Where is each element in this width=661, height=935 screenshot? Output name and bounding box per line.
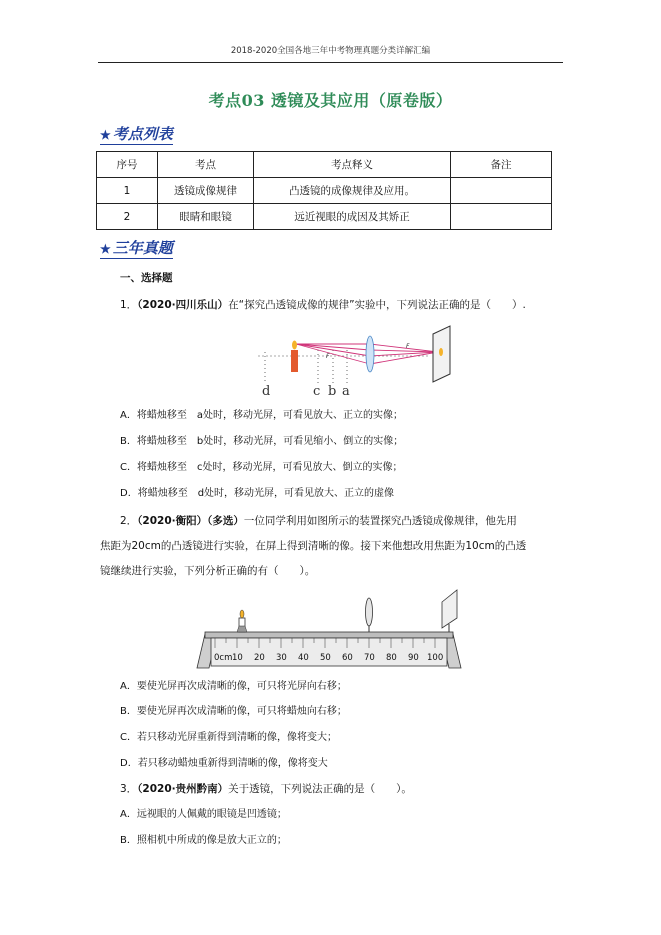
table-cell: 远近视眼的成因及其矫正 (254, 204, 451, 230)
question-2-line-2: 焦距为20cm的凸透镜进行实验，在屏上得到清晰的像。接下来他想改用焦距为10cm的凸透 (100, 540, 527, 552)
label-focus-right: F (406, 343, 410, 350)
label-focus-left: F (326, 353, 330, 360)
ruler-label: 40 (298, 653, 309, 663)
ruler-label: 30 (276, 653, 287, 663)
kaodian-table (96, 151, 552, 230)
question-text: 关于透镜，下列说法正确的是（ ）。 (228, 783, 412, 795)
ruler-label: 80 (386, 653, 397, 663)
question-1-option-a: A．将蜡烛移至 a处时，移动光屏，可看见放大、正立的实像； (120, 410, 403, 421)
optical-bench-figure (195, 588, 463, 670)
table-row (97, 204, 552, 230)
question-source: （2020·贵州黔南） (137, 783, 229, 795)
ruler-label: 20 (254, 653, 265, 663)
question-3-option-b: B．照相机中所成的像是放大正立的； (120, 835, 287, 846)
question-2-option-c: C．若只移动光屏重新得到清晰的像，像将变大； (120, 732, 337, 743)
part-heading: 一、选择题 (120, 272, 173, 284)
star-icon: ★ (100, 242, 111, 256)
bench-screen (442, 590, 457, 628)
bench-rail (205, 632, 453, 638)
ruler-label: 50 (320, 653, 331, 663)
question-number: 2． (120, 515, 138, 527)
question-2-option-a: A．要使光屏再次成清晰的像，可只将光屏向右移； (120, 681, 347, 692)
table-cell (451, 178, 552, 204)
table-cell: 透镜成像规律 (158, 178, 254, 204)
question-2-option-d: D．若只移动蜡烛重新得到清晰的像，像将变大 (120, 758, 328, 769)
label-c: c (313, 384, 321, 399)
table-header: 序号 (97, 152, 158, 178)
star-icon: ★ (100, 128, 111, 142)
ruler-label: 0cm (214, 653, 233, 663)
section-heading-kaodian (100, 125, 173, 145)
ruler-label: 90 (408, 653, 419, 663)
table-row (97, 178, 552, 204)
table-header-row (97, 152, 552, 178)
question-3-stem (120, 782, 412, 796)
question-number: 3． (120, 783, 138, 795)
bench-lens (366, 598, 373, 626)
question-text: 一位同学利用如图所示的装置探究凸透镜成像规律，他先用 (243, 515, 517, 527)
question-2-line-1 (120, 514, 517, 528)
ruler-label: 70 (364, 653, 375, 663)
section-label: 三年真题 (112, 239, 173, 257)
label-b: b (328, 384, 337, 399)
question-source: （2020·四川乐山） (137, 299, 229, 311)
convex-lens (366, 336, 374, 372)
table-header: 考点 (158, 152, 254, 178)
table-cell: 2 (97, 204, 158, 230)
question-3-option-a: A．远视眼的人佩戴的眼镜是凹透镜； (120, 809, 287, 820)
label-d: d (262, 384, 271, 399)
bench-candle-flame (240, 610, 244, 618)
question-text: 在“探究凸透镜成像的规律”实验中，下列说法正确的是（ ）. (228, 299, 526, 311)
screen-image (439, 348, 443, 356)
ruler-label: 10 (232, 653, 243, 663)
candle-flame (292, 341, 297, 350)
ruler-label: 60 (342, 653, 353, 663)
question-1-stem (120, 298, 526, 312)
section-heading-zhenti (100, 239, 173, 259)
label-a: a (342, 384, 350, 399)
question-source: （2020·衡阳）（多选） (137, 515, 244, 527)
table-header: 考点释义 (254, 152, 451, 178)
question-1-option-c: C．将蜡烛移至 c处时，移动光屏，可看见放大、倒立的实像； (120, 462, 403, 473)
table-header: 备注 (451, 152, 552, 178)
page-header: 2018-2020全国各地三年中考物理真题分类详解汇编 (98, 44, 563, 63)
question-2-option-b: B．要使光屏再次成清晰的像，可只将蜡烛向右移； (120, 706, 347, 717)
page-title: 考点03 透镜及其应用（原卷版） (208, 91, 453, 110)
question-2-line-3: 镜继续进行实验，下列分析正确的有（ ）。 (100, 565, 316, 577)
section-label: 考点列表 (112, 125, 173, 143)
ruler-label: 100 (427, 653, 444, 663)
lens-experiment-figure (238, 322, 470, 400)
candle (291, 350, 298, 372)
question-number: 1． (120, 299, 138, 311)
table-cell: 1 (97, 178, 158, 204)
question-1-option-d: D．将蜡烛移至 d处时，移动光屏，可看见放大、正立的虚像 (120, 488, 395, 499)
table-cell: 眼睛和眼镜 (158, 204, 254, 230)
candle-holder (237, 626, 247, 632)
table-cell: 凸透镜的成像规律及应用。 (254, 178, 451, 204)
question-1-option-b: B．将蜡烛移至 b处时，移动光屏，可看见缩小、倒立的实像； (120, 436, 404, 447)
table-cell (451, 204, 552, 230)
